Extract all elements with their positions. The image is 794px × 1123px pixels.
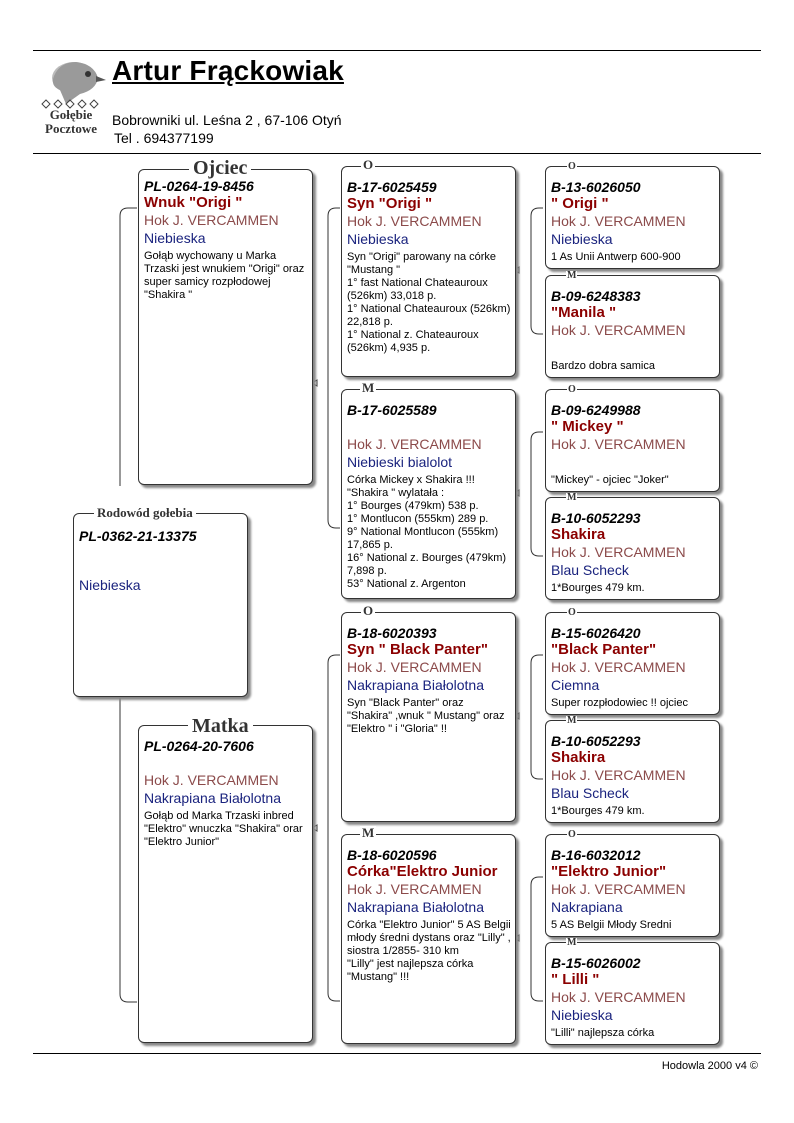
pigeon-name: " Origi ": [551, 195, 609, 212]
pigeon-name: "Elektro Junior": [551, 863, 667, 880]
description: Córka "Elektro Junior" 5 AS Belgii młody średni dystans oraz "Lilly" , siostra 1/2855- 310 km "Lilly" jest najlepsza córka "Mustang" !!!: [347, 919, 511, 983]
ring-number: PL-0362-21-13375: [79, 528, 197, 544]
ring-number: B-15-6026420: [551, 625, 641, 641]
owner-phone: Tel . 694377199: [114, 130, 214, 146]
color: Blau Scheck: [551, 785, 629, 801]
breeder: Hok J. VERCAMMEN: [144, 212, 279, 228]
breeder: Hok J. VERCAMMEN: [347, 213, 482, 229]
color: Niebieski bialolot: [347, 454, 453, 470]
logo-text-line2: Pocztowe: [45, 121, 97, 136]
color: Niebieska: [551, 231, 613, 247]
sire-dam-card[interactable]: [341, 389, 516, 599]
color: Blau Scheck: [551, 562, 629, 578]
fmf-label: O: [568, 384, 576, 395]
breeder: Hok J. VERCAMMEN: [347, 659, 482, 675]
color: Nakrapiana Białolotna: [347, 677, 484, 693]
description: 1*Bourges 479 km.: [551, 805, 645, 817]
breeder: Hok J. VERCAMMEN: [551, 989, 686, 1005]
description: "Lilli" najlepsza córka: [551, 1027, 655, 1039]
breeder: Hok J. VERCAMMEN: [347, 436, 482, 452]
ring-number: B-10-6052293: [551, 510, 641, 526]
dam-sire-label: O: [363, 603, 374, 618]
fff-label: O: [568, 161, 576, 172]
pigeon-name: [347, 418, 511, 435]
ring-number: B-10-6052293: [551, 733, 641, 749]
ring-number: B-18-6020596: [347, 847, 437, 863]
pigeon-name: Syn " Black Panter": [347, 641, 488, 658]
color: [551, 339, 715, 357]
father-card[interactable]: [138, 169, 313, 485]
description: Bardzo dobra samica: [551, 360, 655, 372]
breeder: Hok J. VERCAMMEN: [144, 772, 279, 788]
description: 5 AS Belgii Młody Sredni: [551, 919, 672, 931]
color: [551, 453, 715, 471]
owner-address: Bobrowniki ul. Leśna 2 , 67-106 Otyń: [112, 112, 342, 128]
ffm-card[interactable]: [545, 275, 720, 378]
ring-number: PL-0264-19-8456: [144, 178, 254, 194]
dam-dam-card[interactable]: [341, 834, 516, 1044]
description: Gołąb od Marka Trzaski inbred "Elektro" wnuczka "Shakira" orar "Elektro Junior": [144, 810, 303, 848]
father-label: Ojciec: [189, 158, 251, 178]
pigeon-name: " Mickey ": [551, 418, 624, 435]
sire-dam-label: M: [362, 380, 375, 395]
owner-name: Artur Frąckowiak: [112, 55, 344, 86]
mmf-card[interactable]: [545, 834, 720, 937]
mother-card[interactable]: [138, 725, 313, 1043]
color: Nakrapiana: [551, 899, 623, 915]
fmm-card[interactable]: [545, 497, 720, 600]
pigeon-name: Shakira: [551, 526, 606, 543]
mff-card[interactable]: [545, 612, 720, 715]
color: Niebieska: [79, 577, 141, 593]
description: Gołąb wychowany u Marka Trzaski jest wnukiem "Origi" oraz super samicy rozpłodowej "Shakira ": [144, 250, 305, 301]
mfm-card[interactable]: [545, 720, 720, 823]
breeder: Hok J. VERCAMMEN: [551, 659, 686, 675]
description: Syn "Origi" parowany na córke "Mustang " 1° fast National Chateauroux (526km) 33,018 p. 1° National Chateauroux (526km) 22,818 p. 1° National z. Chateauroux (526km) 4,935 p.: [347, 251, 511, 354]
root-pigeon-card[interactable]: [73, 513, 248, 697]
logo-text-line1: Gołębie: [49, 107, 93, 122]
breeder: Hok J. VERCAMMEN: [551, 544, 686, 560]
color: Niebieska: [551, 1007, 613, 1023]
breeder: Hok J. VERCAMMEN: [551, 213, 686, 229]
mother-label: Matka: [188, 716, 253, 736]
description: "Mickey" - ojciec "Joker": [551, 474, 669, 486]
color: Niebieska: [144, 230, 206, 246]
ring-number: B-13-6026050: [551, 179, 641, 195]
description: 1 As Unii Antwerp 600-900: [551, 251, 681, 263]
color: Nakrapiana Białolotna: [144, 790, 281, 806]
ring-number: PL-0264-20-7606: [144, 738, 254, 754]
breeder: Hok J. VERCAMMEN: [551, 881, 686, 897]
sire-sire-card[interactable]: [341, 166, 516, 377]
breeder: Hok J. VERCAMMEN: [551, 322, 686, 338]
fff-card[interactable]: [545, 166, 720, 269]
pigeon-name: Shakira: [551, 749, 606, 766]
pigeon-name: Córka"Elektro Junior: [347, 863, 498, 880]
color: Niebieska: [347, 231, 409, 247]
fmm-label: M: [567, 492, 577, 503]
ring-number: B-09-6249988: [551, 402, 641, 418]
footer-credit: Hodowla 2000 v4 ©: [661, 1060, 758, 1072]
mmm-card[interactable]: [545, 942, 720, 1045]
mff-label: O: [568, 607, 576, 618]
breeder: Hok J. VERCAMMEN: [551, 436, 686, 452]
ffm-label: M: [567, 270, 577, 281]
color: Ciemna: [551, 677, 600, 693]
mfm-label: M: [567, 715, 577, 726]
description: Córka Mickey x Shakira !!! "Shakira " wylatała : 1° Bourges (479km) 538 p. 1° Montlucon (555km) 289 p. 9° National Montlucon (555km) 17,865 p. 16° National z. Bourges (479km) 7,898 p. 53° National z. Argenton: [347, 474, 507, 590]
fmf-card[interactable]: [545, 389, 720, 492]
breeder: Hok J. VERCAMMEN: [551, 767, 686, 783]
pigeon-name: Wnuk "Origi ": [144, 194, 243, 211]
ring-number: B-17-6025459: [347, 179, 437, 195]
pigeon-name: [144, 754, 308, 771]
ring-number: B-18-6020393: [347, 625, 437, 641]
sire-sire-label: O: [363, 157, 374, 172]
breeder: Hok J. VERCAMMEN: [347, 881, 482, 897]
mmm-label: M: [567, 937, 577, 948]
pigeon-name: "Manila ": [551, 304, 617, 321]
pigeon-name: Syn "Origi ": [347, 195, 433, 212]
description: 1*Bourges 479 km.: [551, 582, 645, 594]
ring-number: B-17-6025589: [347, 402, 437, 418]
dam-dam-label: M: [362, 825, 375, 840]
ring-number: B-09-6248383: [551, 288, 641, 304]
description: Super rozpłodowiec !! ojciec: [551, 697, 688, 709]
root-label: Rodowód gołebia: [94, 506, 196, 520]
description: Syn "Black Panter" oraz "Shakira" ,wnuk " Mustang" oraz "Elektro " i "Gloria" !!: [347, 697, 505, 735]
mmf-label: O: [568, 829, 576, 840]
ring-number: B-16-6032012: [551, 847, 641, 863]
color: Nakrapiana Białolotna: [347, 899, 484, 915]
dam-sire-card[interactable]: [341, 612, 516, 822]
pigeon-name: "Black Panter": [551, 641, 657, 658]
pigeon-name: " Lilli ": [551, 971, 600, 988]
ring-number: B-15-6026002: [551, 955, 641, 971]
